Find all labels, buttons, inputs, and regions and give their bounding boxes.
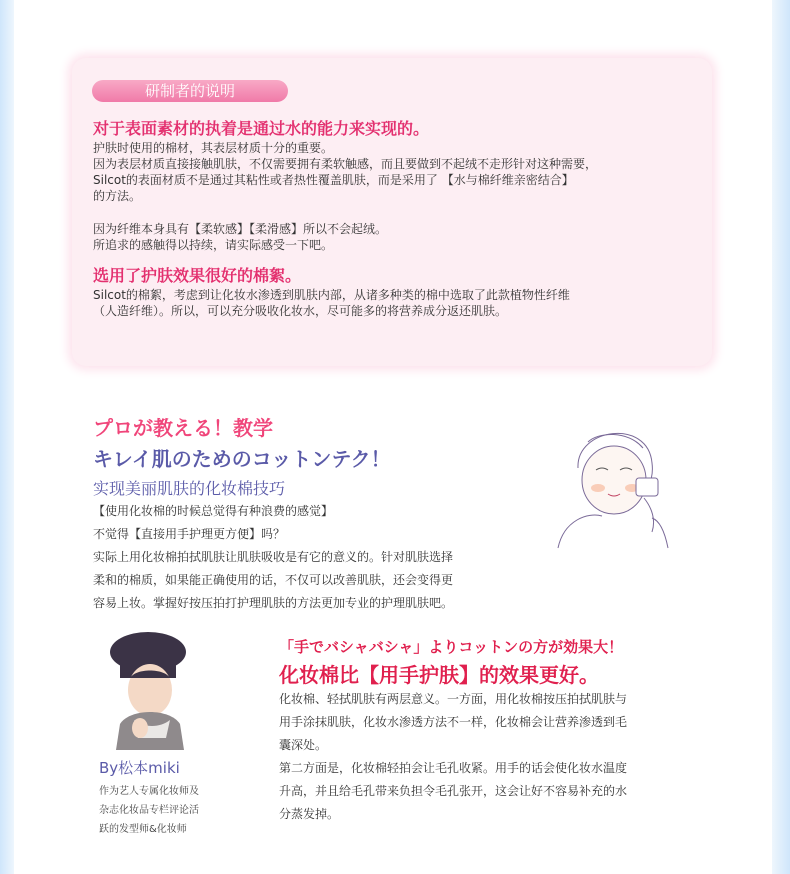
tech-line: 柔和的棉质，如果能正确使用的话，不仅可以改善肌肤，还会变得更 (93, 573, 454, 587)
effect-line: 分蒸发掉。 (279, 807, 340, 821)
tech-line: 实际上用化妆棉拍拭肌肤让肌肤吸收是有它的意义的。针对肌肤选择 (93, 550, 454, 564)
right-border (772, 0, 790, 874)
effect-line: 囊深处。 (279, 738, 328, 752)
research-line: 因为表层材质直接接触肌肤，不仅需要拥有柔软触感，而且要做到不起绒不走形针对这种需要， (93, 157, 598, 171)
effect-line: 用手涂抹肌肤，化妆水渗透方法不一样，化妆棉会让营养渗透到毛 (279, 715, 628, 729)
research-line: 的方法。 (93, 189, 142, 203)
profile-name: By松本miki (99, 759, 180, 777)
research-line: 护肤时使用的棉材，其表层材质十分的重要。 (93, 141, 334, 155)
research-title: 对于表面素材的执着是通过水的能力来实现的。 (93, 119, 430, 138)
research-line: Silcot的棉絮，考虑到让化妆水渗透到肌肤内部，从诸多种类的棉中选取了此款植物性纤维 (93, 288, 570, 302)
tech-heading-cn: 实现美丽肌肤的化妆棉技巧 (93, 479, 286, 498)
profile-desc-line: 作为艺人专属化妆师及 (99, 786, 199, 797)
research-badge: 研制者的说明 (92, 80, 288, 102)
profile-desc-line: 杂志化妆品专栏评论活 (99, 805, 199, 816)
profile-desc (99, 782, 199, 839)
research-line: Silcot的表面材质不是通过其粘性或者热性覆盖肌肤，而是采用了 【水与棉纤维亲密结合】 (93, 173, 574, 187)
research-line: （人造纤维）。所以，可以充分吸收化妆水，尽可能多的将营养成分返还肌肤。 (93, 304, 508, 318)
research-subtitle: 选用了护肤效果很好的棉絮。 (93, 266, 302, 285)
profile-photo (100, 628, 196, 750)
tech-line: 不觉得【直接用手护理更方便】吗？ (93, 527, 286, 541)
tech-line: 容易上妆。掌握好按压拍打护理肌肤的方法更加专业的护理肌肤吧。 (93, 596, 454, 610)
tech-heading-jp2: キレイ肌のためのコットンテク！ (93, 447, 391, 471)
left-border (0, 0, 14, 874)
effect-jp-heading: 「手でバシャバシャ」よりコットンの方が効果大！ (279, 638, 624, 656)
effect-line: 第二方面是，化妆棉轻拍会让毛孔收紧。用手的话会使化妆水温度 (279, 761, 628, 775)
tech-line: 【使用化妆棉的时候总觉得有种浪费的感觉】 (93, 504, 334, 518)
profile-desc-line: 跃的发型师&化妆师 (99, 824, 187, 835)
tech-heading-jp1: プロが教える！教学 (93, 416, 273, 440)
research-line: 所追求的感触得以持续，请实际感受一下吧。 (93, 238, 334, 252)
effect-line: 升高，并且给毛孔带来负担令毛孔张开，这会让好不容易补充的水 (279, 784, 628, 798)
research-line: 因为纤维本身具有【柔软感】【柔滑感】所以不会起绒。 (93, 222, 388, 236)
effect-cn-heading: 化妆棉比【用手护肤】的效果更好。 (279, 663, 599, 687)
research-panel (72, 58, 712, 366)
woman-illustration (548, 408, 678, 550)
effect-line: 化妆棉、轻拭肌肤有两层意义。一方面，用化妆棉按压拍拭肌肤与 (279, 692, 628, 706)
